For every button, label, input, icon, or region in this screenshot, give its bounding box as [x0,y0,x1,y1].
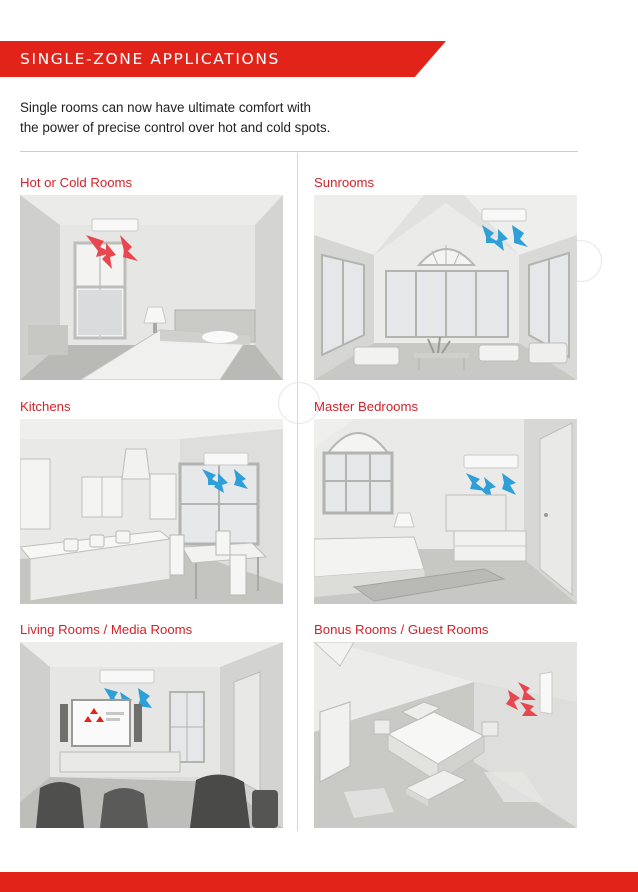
caption-living-media-rooms: Living Rooms / Media Rooms [20,622,193,637]
intro-text [20,98,440,138]
photo-hot-or-cold-rooms [20,195,283,380]
photo-living-media-rooms [20,642,283,828]
photo-bonus-guest-rooms [314,642,577,828]
intro-line-2: the power of precise control over hot and cold spots. [20,120,331,135]
caption-master-bedrooms: Master Bedrooms [314,399,419,414]
caption-kitchens: Kitchens [20,399,71,414]
column-divider [297,153,298,831]
footer-bar [0,872,638,892]
photo-master-bedrooms [314,419,577,604]
caption-sunrooms: Sunrooms [314,175,375,190]
intro-divider [20,151,578,152]
intro-line-1: Single rooms can now have ultimate comfort with [20,100,312,115]
photo-sunrooms [314,195,577,380]
photo-kitchens [20,419,283,604]
caption-hot-or-cold-rooms: Hot or Cold Rooms [20,175,133,190]
caption-bonus-guest-rooms: Bonus Rooms / Guest Rooms [314,622,489,637]
section-title: SINGLE-ZONE APPLICATIONS [20,50,280,68]
